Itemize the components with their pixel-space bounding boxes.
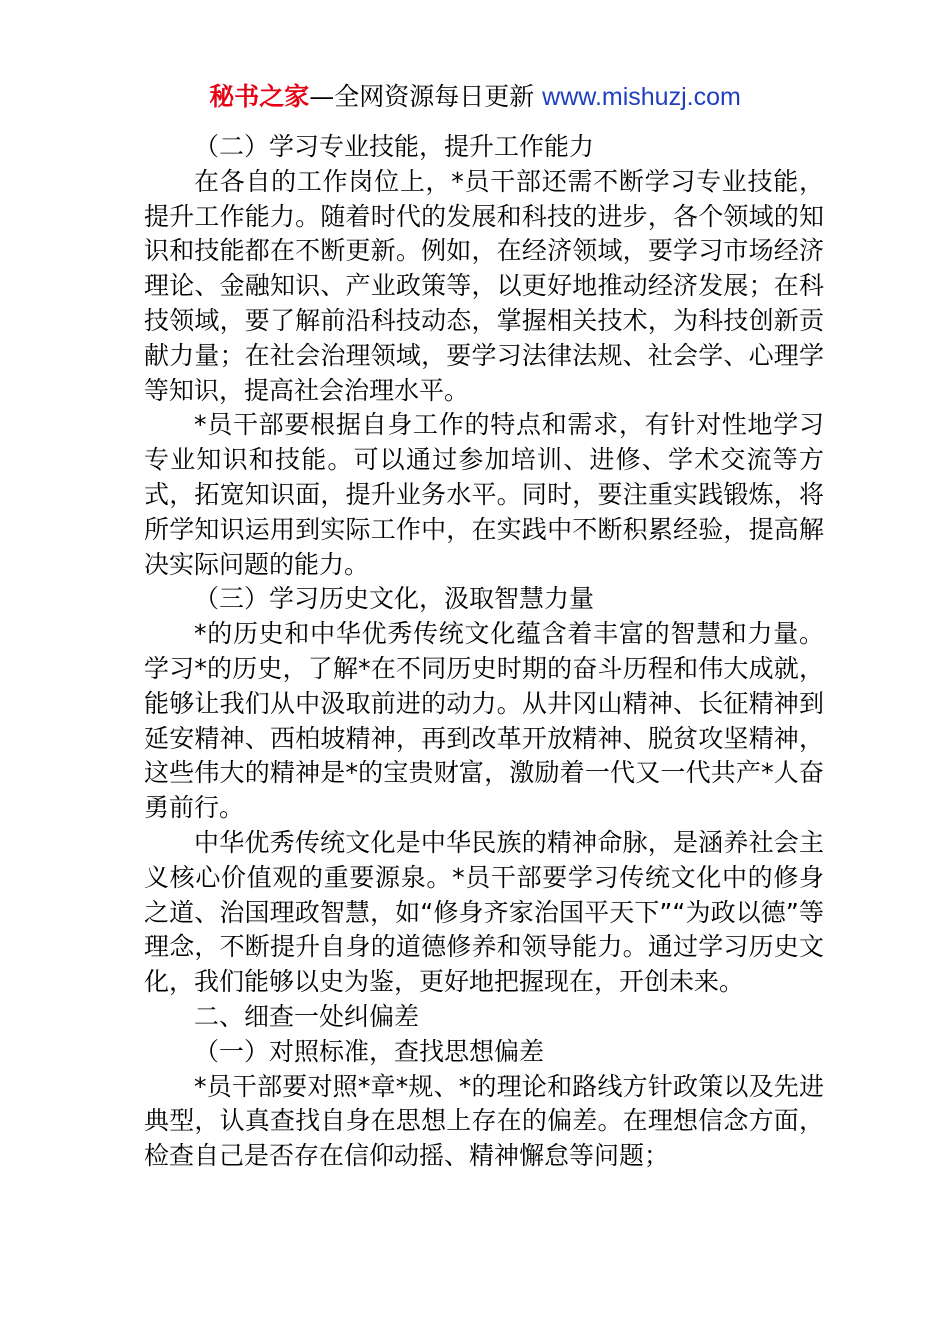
site-brand: 秘书之家 [209, 82, 310, 111]
body-paragraph: *员干部要根据自身工作的特点和需求，有针对性地学习专业知识和技能。可以通过参加培训、进修、学术交流等方式，拓宽知识面，提升业务水平。同时，要注重实践锻炼，将所学知识运用到实际工作中，在实践中不断积累经验，提高解决实际问题的能力。 [144, 410, 824, 579]
section-heading: （一）对照标准，查找思想偏差 [194, 1036, 545, 1066]
body-paragraph: 中华优秀传统文化是中华民族的精神命脉，是涵养社会主义核心价值观的重要源泉。*员干部要学习传统文化中的修身之道、治国理政智慧，如“修身齐家治国平天下”“为政以德”等理念，不断提升自身的道德修养和领导能力。通过学习历史文化，我们能够以史为鉴，更好地把握现在，开创未来。 [144, 827, 824, 997]
section-heading: （三）学习历史文化，汲取智慧力量 [194, 584, 595, 614]
body-paragraph: *员干部要对照*章*规、*的理论和路线方针政策以及先进典型，认真查找自身在思想上存在的偏差。在理想信念方面，检查自己是否存在信仰动摇、精神懈怠等问题； [144, 1071, 824, 1171]
site-tagline: —全网资源每日更新 [309, 82, 543, 111]
document-body [144, 130, 824, 1174]
site-header [0, 80, 950, 114]
chapter-heading: 二、细查一处纠偏差 [194, 1001, 420, 1031]
body-paragraph: *的历史和中华优秀传统文化蕴含着丰富的智慧和力量。学习*的历史，了解*在不同历史时期的奋斗历程和伟大成就，能够让我们从中汲取前进的动力。从井冈山精神、长征精神到延安精神、西柏坡精神，再到改革开放精神、脱贫攻坚精神，这些伟大的精神是*的宝贵财富，激励着一代又一代共产*人奋勇前行。 [144, 619, 824, 823]
section-heading: （二）学习专业技能，提升工作能力 [194, 132, 595, 161]
body-paragraph: 在各自的工作岗位上，*员干部还需不断学习专业技能，提升工作能力。随着时代的发展和科技的进步，各个领域的知识和技能都在不断更新。例如，在经济领域，要学习市场经济理论、金融知识、产业政策等，以更好地推动经济发展；在科技领域，要了解前沿科技动态，掌握相关技术，为科技创新贡献力量；在社会治理领域，要学习法律法规、社会学、心理学等知识，提高社会治理水平。 [144, 166, 824, 405]
site-url-link[interactable]: www.mishuzj.com [542, 83, 741, 111]
